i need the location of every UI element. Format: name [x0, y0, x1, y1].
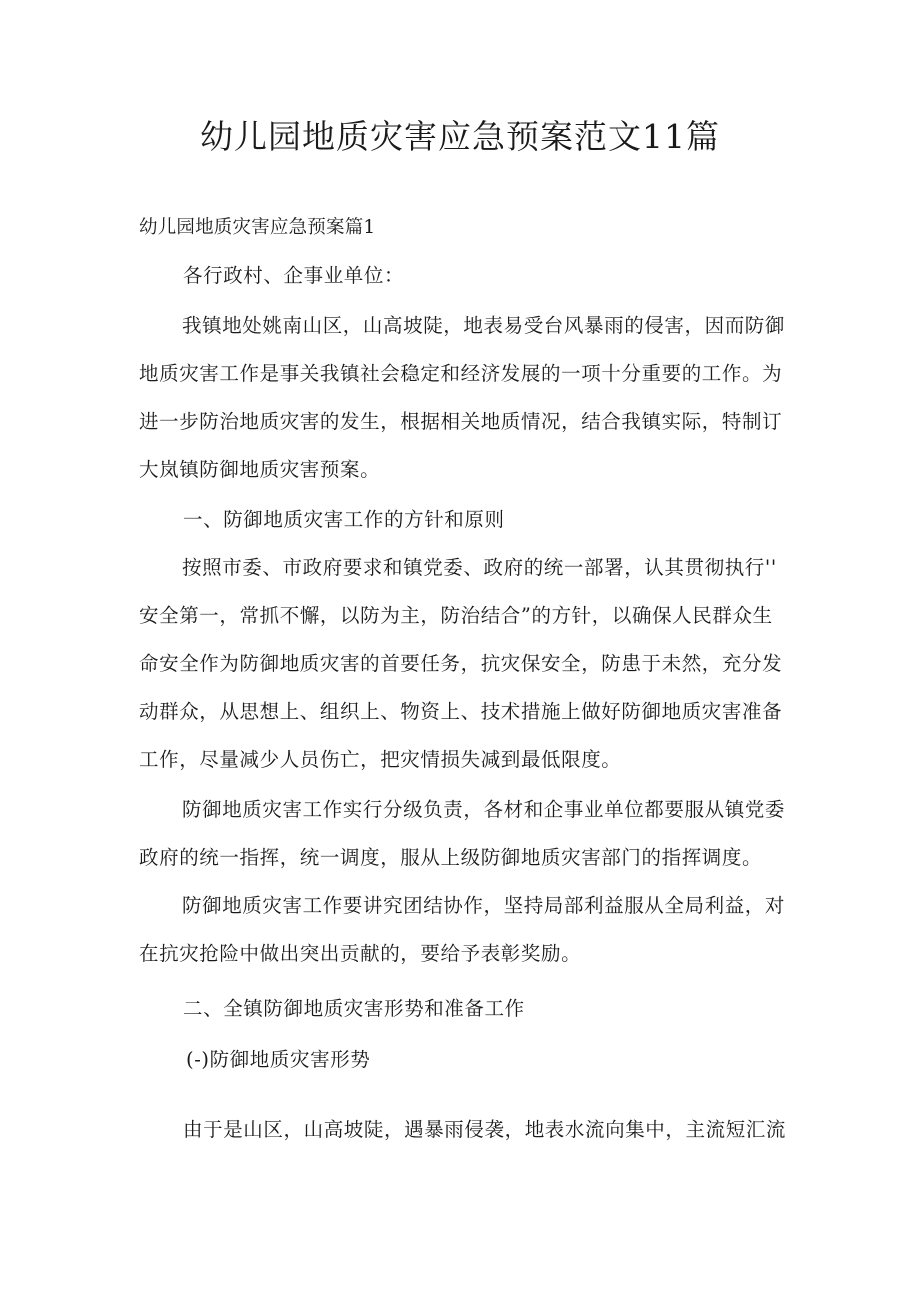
paragraph-2-line-4: 动群众，从思想上、组织上、物资上、技术措施上做好防御地质灾害准备 [139, 700, 783, 723]
document-title: 幼儿园地质灾害应急预案范文11篇 [200, 117, 720, 156]
paragraph-2-line-1: 按照市委、市政府要求和镇党委、政府的统一部署，认其贯彻执行'' [182, 556, 777, 579]
greeting-line: 各行政村、企事业单位： [183, 264, 405, 287]
paragraph-4-line-2: 在抗灾抢险中做出突出贡献的，要给予表彰奖励。 [139, 942, 582, 965]
paragraph-1-line-3: 进一步防治地质灾害的发生，根据相关地质情况，结合我镇实际，特制订 [139, 410, 783, 433]
paragraph-3-line-1: 防御地质灾害工作实行分级负责，各材和企事业单位都要服从镇党委 [182, 798, 786, 821]
heading-1: 一、防御地质灾害工作的方针和原则 [183, 508, 505, 531]
paragraph-3-line-2: 政府的统一指挥，统一调度，服从上级防御地质灾害部门的指挥调度。 [139, 846, 763, 869]
paragraph-1-line-1: 我镇地处姚南山区，山高坡陡，地表易受台风暴雨的侵害，因而防御 [182, 314, 786, 337]
paragraph-1-line-4: 大岚镇防御地质灾害预案。 [139, 458, 381, 481]
paragraph-5-line-1: 由于是山区，山高坡陡，遇暴雨侵袭，地表水流向集中，主流短汇流 [183, 1118, 787, 1141]
paragraph-2-line-3: 命安全作为防御地质灾害的首要任务，抗灾保安全，防患于未然，充分发 [139, 652, 783, 675]
section-subtitle: 幼儿园地质灾害应急预案篇1 [139, 217, 376, 238]
paragraph-4-line-1: 防御地质灾害工作要讲究团结协作，坚持局部利益服从全局利益，对 [182, 894, 786, 917]
paragraph-1-line-2: 地质灾害工作是事关我镇社会稳定和经济发展的一项十分重要的工作。为 [139, 362, 783, 385]
heading-2: 二、全镇防御地质灾害形势和准备工作 [183, 997, 525, 1020]
heading-3: (-)防御地质灾害形势 [186, 1048, 371, 1071]
paragraph-2-line-5: 工作，尽量减少人员伤亡，把灾情损失减到最低限度。 [139, 748, 622, 771]
paragraph-2-line-2: 安全第一，常抓不懈，以防为主，防治结合”的方针，以确保人民群众生 [139, 604, 773, 627]
